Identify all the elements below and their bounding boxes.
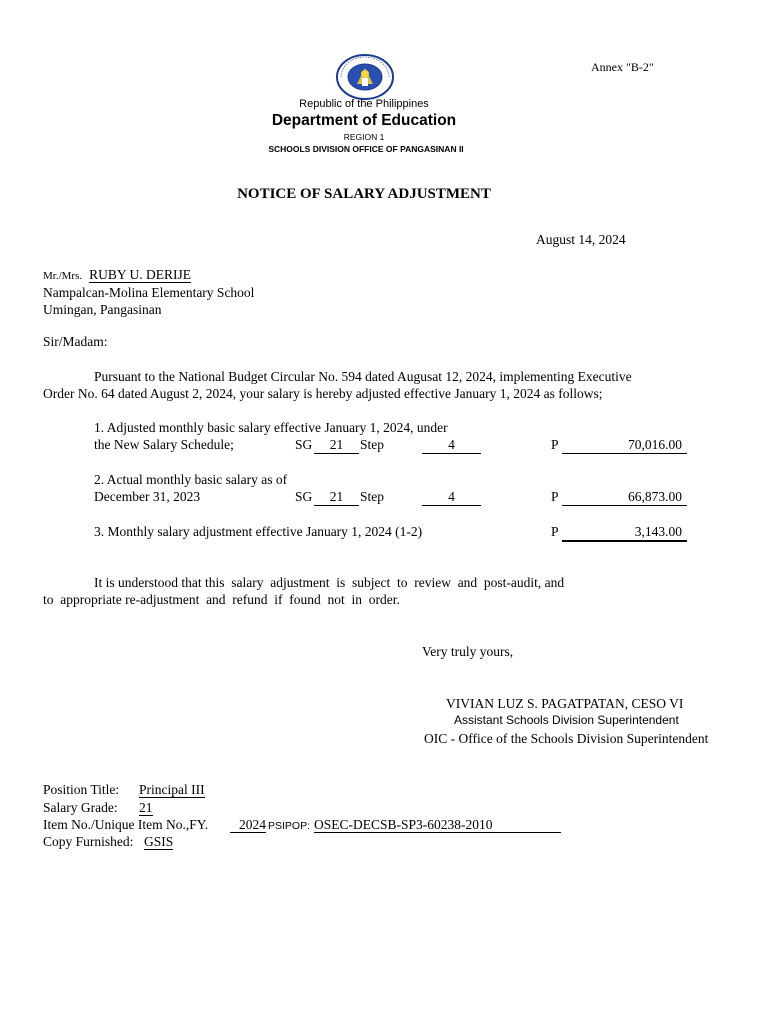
item-1-step-label: Step	[360, 437, 385, 452]
position-title-value: Principal III	[139, 782, 205, 797]
item-2-currency: P	[551, 489, 559, 504]
region-label: REGION 1	[343, 132, 385, 142]
item-2-line-1: 2. Actual monthly basic salary as of	[94, 472, 288, 487]
item-no-value: OSEC-DECSB-SP3-60238-2010	[314, 817, 561, 833]
salutation: Sir/Madam:	[43, 334, 108, 349]
item-1-currency: P	[551, 437, 559, 452]
item-2-line-2: December 31, 2023	[94, 489, 201, 504]
salary-grade-label: Salary Grade:	[43, 800, 118, 815]
item-2-amount	[562, 489, 687, 506]
recipient-school: Nampalcan-Molina Elementary School	[43, 285, 255, 300]
recipient-prefix: Mr./Mrs.	[43, 270, 83, 282]
item-2-sg-value: 21	[314, 489, 359, 506]
republic-label: Republic of the Philippines	[299, 98, 429, 110]
closing-para-line-2: to appropriate re-adjustment and refund if found not in order.	[43, 592, 400, 607]
document-title: NOTICE OF SALARY ADJUSTMENT	[237, 186, 491, 202]
item-1-sg-value: 21	[314, 437, 359, 454]
item-1-line-1: 1. Adjusted monthly basic salary effective January 1, 2024, under	[94, 420, 448, 435]
department-name: Department of Education	[271, 112, 457, 129]
item-2-sg-label: SG	[295, 489, 313, 504]
item-2-amount-text: 66,873.00	[628, 489, 682, 504]
item-3-line-1: 3. Monthly salary adjustment effective January 1, 2024 (1-2)	[94, 524, 423, 539]
item-1-step-value: 4	[422, 437, 481, 454]
item-3-amount	[562, 524, 687, 542]
deped-seal-icon	[335, 54, 395, 100]
item-1-line-2: the New Salary Schedule;	[94, 437, 234, 452]
item-2-step-value: 4	[422, 489, 481, 506]
position-title-label: Position Title:	[43, 782, 120, 797]
item-1-amount	[562, 437, 687, 454]
item-3-amount-text: 3,143.00	[634, 524, 682, 539]
document-date: August 14, 2024	[536, 232, 626, 247]
recipient-name: RUBY U. DERIJE	[89, 267, 192, 282]
intro-line-1: Pursuant to the National Budget Circular No. 594 dated Augusat 12, 2024, implementing Executive	[94, 369, 632, 384]
signatory-title: Assistant Schools Division Superintendent	[454, 713, 679, 727]
closing-para-line-1: It is understood that this salary adjustment is subject to review and post-audit, and	[94, 575, 565, 590]
closing-phrase: Very truly yours,	[422, 644, 514, 659]
psipop-label: PSIPOP:	[268, 820, 311, 832]
fiscal-year-value: 2024	[230, 817, 266, 833]
annex-label: Annex "B-2"	[591, 60, 654, 74]
copy-furnished-label: Copy Furnished:	[43, 834, 134, 849]
item-1-sg-label: SG	[295, 437, 313, 452]
item-2-step-label: Step	[360, 489, 385, 504]
signatory-office: OIC - Office of the Schools Division Superintendent	[424, 731, 709, 746]
recipient-location: Umingan, Pangasinan	[43, 302, 162, 317]
item-3-currency: P	[551, 524, 559, 539]
division-name: SCHOOLS DIVISION OFFICE OF PANGASINAN II	[268, 144, 464, 154]
salary-grade-value: 21	[139, 800, 153, 815]
recipient-line	[43, 266, 191, 284]
item-no-label: Item No./Unique Item No.,FY.	[43, 817, 209, 832]
item-1-amount-text: 70,016.00	[628, 437, 682, 452]
signatory-name: VIVIAN LUZ S. PAGATPATAN, CESO VI	[446, 696, 684, 711]
intro-line-2: Order No. 64 dated August 2, 2024, your salary is hereby adjusted effective January 1, 2024 as follows;	[43, 386, 603, 401]
copy-furnished-value: GSIS	[144, 834, 174, 849]
